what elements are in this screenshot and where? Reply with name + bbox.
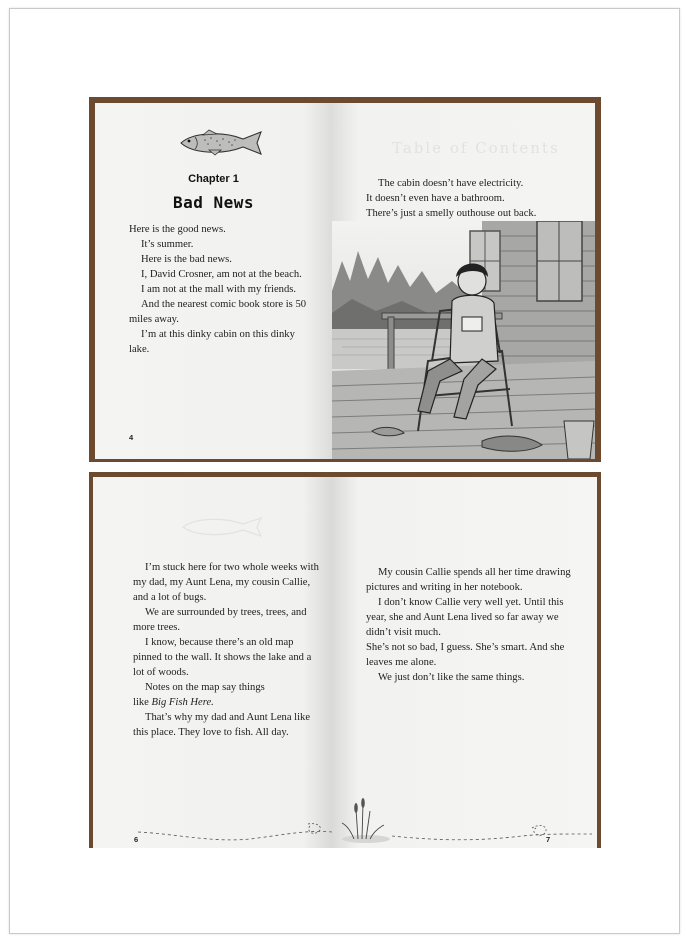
reeds-decoration [336, 795, 396, 845]
map-note-italic: Big Fish Here. [151, 697, 214, 708]
paragraph: She’s not so bad, I guess. She’s smart. And she leaves me alone. [366, 642, 565, 668]
page-7 [332, 477, 597, 848]
paragraph: I know, because there’s an old map pinned to the wall. It shows the lake and a lot of woods. [133, 637, 312, 678]
page-5 [332, 103, 595, 459]
cabin-porch-illustration [332, 221, 595, 459]
dashed-trail-decoration [392, 822, 592, 848]
page-6 [93, 477, 332, 848]
page-4 [95, 103, 332, 459]
page-4-body [129, 222, 314, 357]
page-7-body [366, 565, 581, 685]
fish-icon [173, 129, 268, 157]
paragraph: And the nearest comic book store is 50 miles away. [129, 299, 307, 325]
page-number: 7 [546, 835, 551, 844]
text-run: like [133, 697, 152, 708]
paragraph: Here is the bad news. [141, 254, 232, 265]
paragraph: I’m at this dinky cabin on this dinky lake. [129, 329, 295, 355]
paragraph: I’m stuck here for two whole weeks with my dad, my Aunt Lena, my cousin Callie, and a lot of bugs. [133, 562, 319, 603]
paragraph [133, 695, 323, 710]
paragraph: My cousin Callie spends all her time drawing pictures and writing in her notebook. [366, 567, 571, 593]
page-number: 6 [134, 835, 139, 844]
paragraph: Notes on the map say things [145, 682, 265, 693]
show-through-fish-icon [177, 515, 267, 539]
line: There’s just a smelly outhouse out back. [366, 208, 537, 219]
dashed-trail-decoration [138, 822, 332, 848]
paragraph: We just don’t like the same things. [378, 672, 525, 683]
page-number: 4 [129, 433, 134, 442]
page-5-body [366, 176, 586, 221]
paragraph: I, David Crosner, am not at the beach. [141, 269, 302, 280]
paragraph: That’s why my dad and Aunt Lena like this place. They love to fish. All day. [133, 712, 311, 738]
chapter-number: Chapter 1 [188, 173, 239, 185]
paragraph: We are surrounded by trees, trees, and more trees. [133, 607, 307, 633]
page-6-body [133, 560, 323, 740]
paragraph: It’s summer. [141, 239, 194, 250]
chapter-title: Bad News [172, 193, 255, 212]
line: It doesn’t even have a bathroom. [366, 193, 505, 204]
book-spread-bottom [89, 472, 601, 848]
show-through-heading: Table of Contents [392, 139, 560, 157]
paragraph: I am not at the mall with my friends. [141, 284, 297, 295]
paragraph: I don’t know Callie very well yet. Until this year, she and Aunt Lena lived so far away we didn’t visit much. [366, 597, 564, 638]
paragraph: Here is the good news. [129, 224, 226, 235]
line: The cabin doesn’t have electricity. [378, 178, 524, 189]
book-spread-top [89, 97, 601, 462]
